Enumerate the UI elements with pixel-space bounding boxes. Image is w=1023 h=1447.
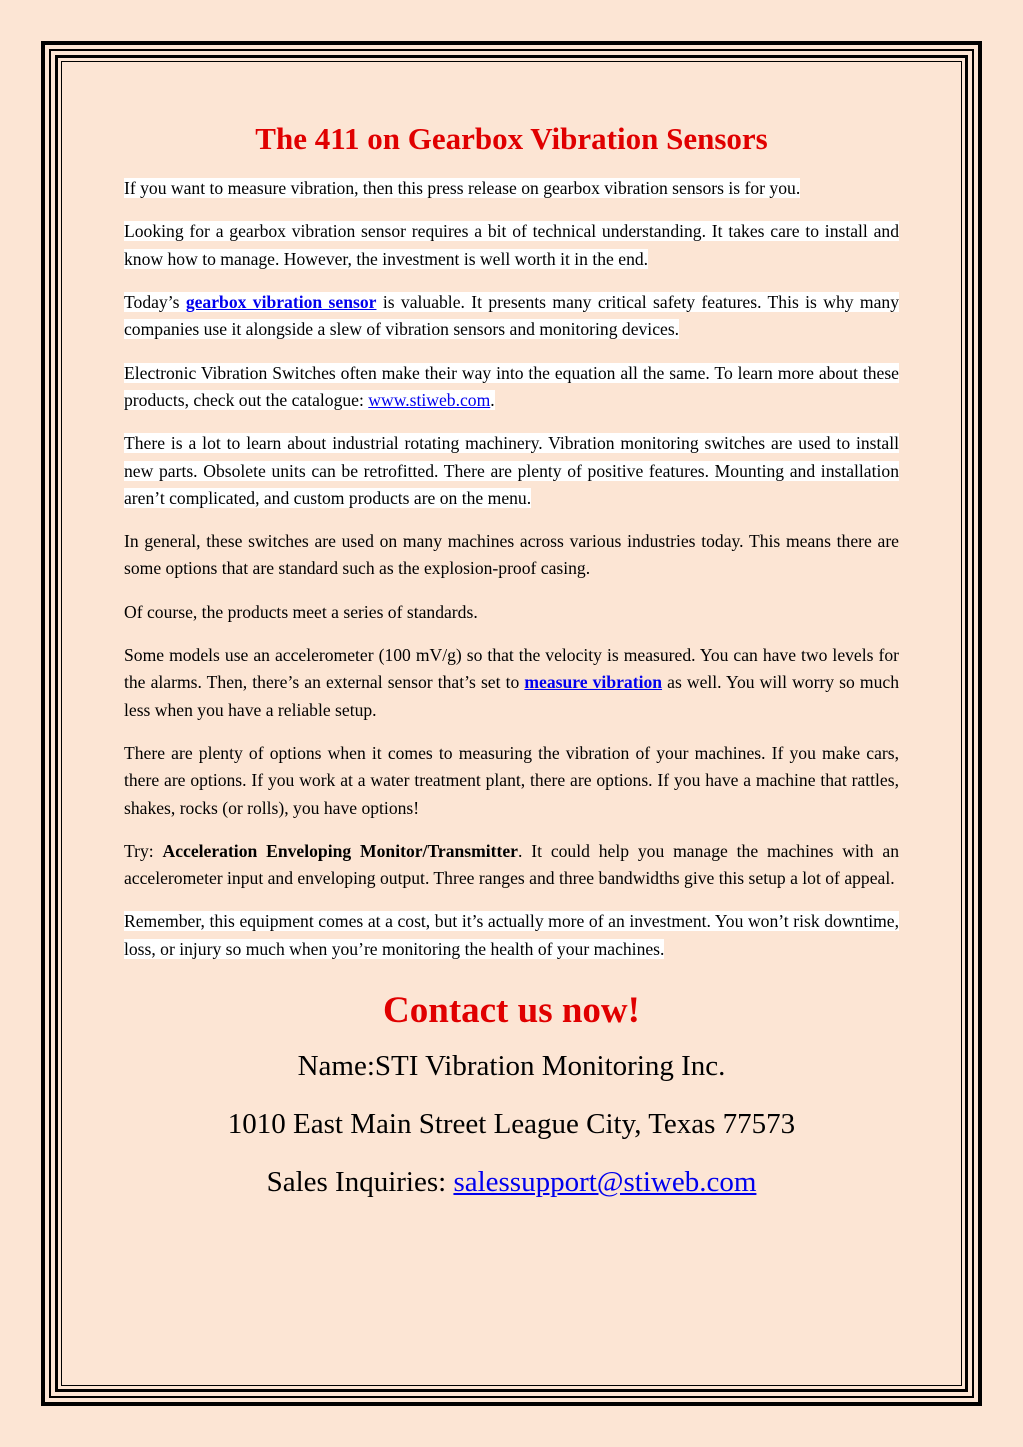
- gearbox-vibration-sensor-link[interactable]: gearbox vibration sensor: [185, 292, 377, 313]
- sales-email-link[interactable]: salessupport@stiweb.com: [453, 1166, 757, 1199]
- paragraph-remember-text: Remember, this equipment comes at a cost, but it’s actually more of an investment. You won’t risk downtime, loss, or injury so much when you’re monitoring the health of your machines.: [124, 911, 899, 959]
- paragraph-try-after: . It could help you manage the machines with an accelerometer input and enveloping output. Three ranges and three bandwidths give this setup a lot of appeal.: [124, 840, 899, 889]
- paragraph-intro: [124, 175, 899, 202]
- article-title: The 411 on Gearbox Vibration Sensors: [255, 121, 768, 156]
- paragraph-options-text: There are plenty of options when it comes to measuring the vibration of your machines. If you make cars, there are options. If you work at a water treatment plant, there are options. If you have a machine that rattles, shakes, rocks (or rolls), you have options!: [124, 742, 899, 818]
- paragraph-try-before: Try:: [124, 840, 163, 861]
- paragraph-technical: [124, 218, 899, 273]
- paragraph-intro-text: If you want to measure vibration, then this press release on gearbox vibration sensors is for you.: [124, 178, 801, 199]
- paragraph-accelerometer: [124, 642, 899, 724]
- paragraph-general-text: In general, these switches are used on many machines across various industries today. This means there are some options that are standard such as the explosion-proof casing.: [124, 531, 899, 579]
- paragraph-try-product: Acceleration Enveloping Monitor/Transmitter: [162, 840, 518, 861]
- contact-heading: Contact us now!: [383, 990, 640, 1032]
- paragraph-today-text: [124, 292, 899, 339]
- paragraph-standards: [124, 599, 899, 626]
- paragraph-standards-text: Of course, the products meet a series of standards.: [124, 601, 478, 622]
- article: [124, 120, 899, 1221]
- paragraph-switches: [124, 360, 899, 415]
- paragraph-accelerometer-after: as well. You will worry so much less when you have a reliable setup.: [124, 672, 900, 720]
- paragraph-switches-before: Electronic Vibration Switches often make their way into the equation all the same. To learn more about these products, check out the catalogue:: [124, 362, 899, 410]
- paragraph-today-after: is valuable. It presents many critical safety features. This is why many companies use it alongside a slew of vibration sensors and monitoring devices.: [124, 292, 900, 340]
- paragraph-technical-text: Looking for a gearbox vibration sensor requires a bit of technical understanding. It takes care to install and know how to manage. However, the investment is well worth it in the end.: [124, 221, 899, 269]
- paragraph-general: [124, 528, 899, 583]
- paragraph-today-before: Today’s: [124, 292, 186, 313]
- paragraph-options: [124, 740, 899, 822]
- measure-vibration-link[interactable]: measure vibration: [524, 672, 663, 693]
- paragraph-remember: [124, 908, 899, 963]
- paragraph-switches-after: .: [490, 389, 495, 410]
- contact-sales-label: Sales Inquiries:: [266, 1166, 454, 1199]
- paragraph-accelerometer-before: Some models use an accelerometer (100 mV/g) so that the velocity is measured. You can have two levels for the alarms. Then, there’s an external sensor that’s set to: [124, 645, 899, 693]
- contact-name: Name:STI Vibration Monitoring Inc.: [297, 1050, 726, 1083]
- paragraph-try: [124, 838, 899, 893]
- paragraph-machinery-text: There is a lot to learn about industrial rotating machinery. Vibration monitoring switches are used to install new parts. Obsolete units can be retrofitted. There are plenty of positive features. Mounting and installation aren’t complicated, and custom products are on the menu.: [124, 433, 899, 508]
- paragraph-today: [124, 289, 899, 344]
- contact-sales: [124, 1163, 899, 1201]
- catalogue-link[interactable]: www.stiweb.com: [368, 389, 491, 410]
- paragraph-switches-text: [124, 363, 899, 410]
- paragraph-machinery: [124, 430, 899, 512]
- contact-address: 1010 East Main Street League City, Texas 77573: [227, 1108, 796, 1141]
